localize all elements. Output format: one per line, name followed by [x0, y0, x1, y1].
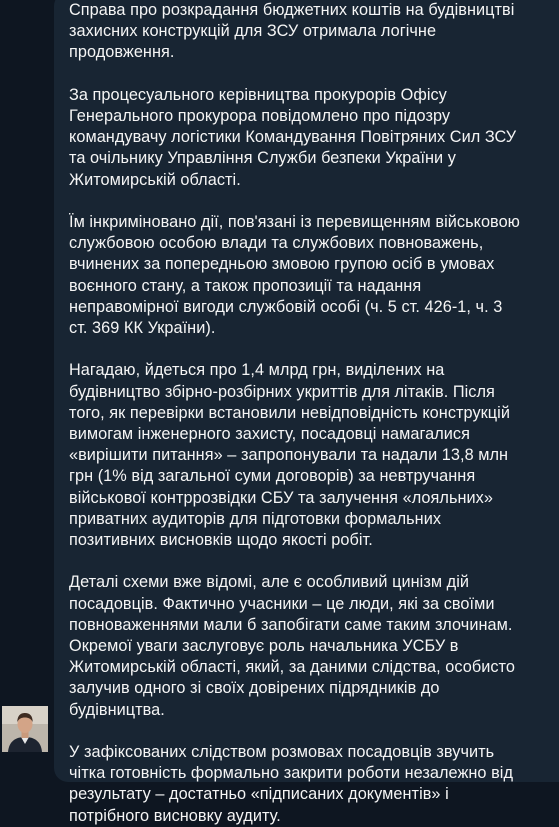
message-line: ст. 369 КК України).	[69, 319, 216, 338]
message-line: будівництва.	[69, 700, 165, 719]
message-line: приватних аудиторів для підготовки формальних	[69, 509, 442, 528]
message-text	[69, 0, 541, 827]
message-paragraph	[69, 742, 541, 827]
message-line: неправомірної вигоди службовій особі (ч. 5 ст. 426-1, ч. 3	[69, 297, 503, 316]
message-line: воєнного стану, а також пропозиції та надання	[69, 276, 422, 295]
message-line: У зафіксованих слідством розмовах посадовців звучить	[69, 743, 495, 762]
message-line: службовою особою влади та службових повноважень,	[69, 234, 484, 253]
user-portrait-icon	[2, 706, 48, 752]
message-paragraph	[69, 212, 541, 339]
message-line: За процесуального керівництва прокурорів Офісу	[69, 85, 447, 104]
message-line: Генерального прокурора повідомлено про підозру	[69, 107, 451, 125]
message-line: командувачу логістики Командування Повітряних Сил ЗСУ	[69, 128, 517, 147]
message-line: посадовців. Фактично учасники – це люди, які за своїми	[69, 594, 495, 613]
message-bubble[interactable]	[54, 0, 559, 825]
message-line: та очільнику Управління Служби безпеки України у	[69, 149, 456, 168]
avatar[interactable]	[2, 706, 48, 752]
message-line: результату – достатньо «підписаних документів» і	[69, 785, 449, 804]
message-line: грн (1% від загальної суми договорів) за невтручання	[69, 467, 476, 486]
message-line: вимогам інженерного захисту, посадовці намагалися	[69, 425, 470, 444]
message-paragraph	[69, 85, 541, 191]
message-line: залучив одного зі своїх довірених підрядників до	[69, 679, 440, 698]
message-line: чітка готовність формально закрити роботи незалежно від	[69, 764, 514, 783]
message-line: Житомирській області, який, за даними слідства, особисто	[69, 658, 515, 677]
message-line: Їм інкриміновано дії, пов'язані із перевищенням військовою	[69, 213, 520, 231]
message-line: вчинених за попередньою змовою групою осіб в умовах	[69, 255, 495, 274]
message-line: «вирішити питання» – запропонували та надали 13,8 млн	[69, 446, 509, 465]
message-paragraph	[69, 360, 541, 551]
message-line: Житомирській області.	[69, 170, 241, 189]
message-line: захисних конструкцій для ЗСУ отримала логічне	[69, 22, 437, 41]
message-line: Окремої уваги заслуговує роль начальника УСБУ в	[69, 637, 459, 656]
message-line: військової контррозвідки СБУ та залучення «лояльних»	[69, 488, 493, 507]
message-line: потрібного висновку аудиту.	[69, 806, 281, 825]
message-line: позитивних висновків щодо якості робіт.	[69, 531, 373, 550]
message-line: будівництво збірно-розбірних укриттів для літаків. Після	[69, 382, 495, 401]
message-line: того, як перевірки встановили невідповідність конструкцій	[69, 403, 510, 422]
message-line: продовження.	[69, 43, 175, 62]
message-line: Справа про розкрадання бюджетних коштів на будівництві	[69, 1, 515, 19]
message-line: Нагадаю, йдеться про 1,4 млрд грн, виділених на	[69, 361, 445, 380]
message-paragraph	[69, 572, 541, 720]
message-paragraph	[69, 0, 541, 64]
message-line: Деталі схеми вже відомі, але є особливий цинізм дій	[69, 573, 470, 592]
message-line: повноваженнями мали б запобігати саме таким злочинам.	[69, 615, 513, 634]
